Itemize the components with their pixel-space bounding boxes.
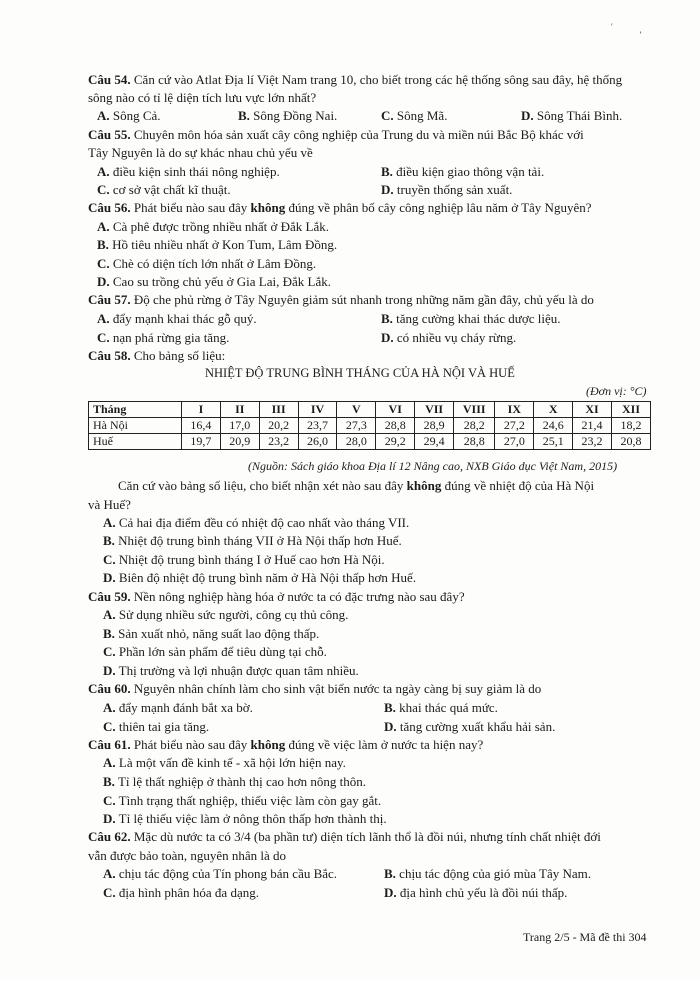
table-header-cell: VIII <box>454 402 495 418</box>
option-c: C. nạn phá rừng gia tăng. <box>97 330 230 345</box>
question-number: Câu 54. <box>88 72 131 87</box>
table-cell: 28,8 <box>376 418 415 434</box>
option-d: D. Biên độ nhiệt độ trung bình năm ở Hà Nội thấp hơn Huế. <box>103 570 417 585</box>
question-text: Cho bảng số liệu: <box>133 348 226 363</box>
option-a: A. Sử dụng nhiều sức người, công cụ thủ công. <box>103 607 349 622</box>
question-text: Độ che phủ rừng ở Tây Nguyên giảm sút nhanh trong những năm gần đây, chủ yếu là do <box>133 292 594 307</box>
option-a: A. đẩy mạnh đánh bắt xa bờ. <box>103 700 253 715</box>
option-a: A. Cả hai địa điểm đều có nhiệt độ cao nhất vào tháng VII. <box>103 515 410 530</box>
question-text: Căn cứ vào bảng số liệu, cho biết nhận xét nào sau đây không đúng về nhiệt độ của Hà Nội <box>118 478 595 493</box>
table-header-cell: X <box>534 402 573 418</box>
table-cell: 23,7 <box>298 418 337 434</box>
table-cell: 23,2 <box>259 434 298 450</box>
option-d: D. tăng cường xuất khẩu hải sản. <box>384 719 556 734</box>
option-b: B. tăng cường khai thác dược liệu. <box>381 311 561 326</box>
option-d: D. địa hình chủ yếu là đồi núi thấp. <box>384 885 568 900</box>
table-cell: 29,4 <box>415 434 454 450</box>
table-cell: 25,1 <box>534 434 573 450</box>
question-number: Câu 58. <box>88 348 131 363</box>
table-cell: 19,7 <box>182 434 221 450</box>
table-source: (Nguồn: Sách giáo khoa Địa lí 12 Nâng cao, NXB Giáo dục Việt Nam, 2015) <box>248 459 618 473</box>
question-number: Câu 55. <box>88 127 131 142</box>
option-a: A. đẩy mạnh khai thác gỗ quý. <box>97 311 257 326</box>
table-header-cell: I <box>182 402 221 418</box>
question-54 <box>88 72 622 87</box>
table-header-cell: IV <box>298 402 337 418</box>
option-b: B. Sản xuất nhỏ, năng suất lao động thấp. <box>103 626 320 641</box>
option-c: C. thiên tai gia tăng. <box>103 719 210 734</box>
question-number: Câu 56. <box>88 200 131 215</box>
table-unit: (Đơn vị: °C) <box>586 384 647 398</box>
table-cell: 17,0 <box>220 418 259 434</box>
question-text: Chuyên môn hóa sản xuất cây công nghiệp của Trung du và miền núi Bắc Bộ khác với <box>133 127 584 142</box>
table-header-row <box>89 402 651 418</box>
page-footer: Trang 2/5 - Mã đề thi 304 <box>523 930 647 944</box>
table-cell: 21,4 <box>573 418 612 434</box>
table-title: NHIỆT ĐỘ TRUNG BÌNH THÁNG CỦA HÀ NỘI VÀ HUẾ <box>205 366 515 380</box>
option-d: D. Sông Thái Bình. <box>521 108 623 123</box>
option-a: A. chịu tác động của Tín phong bán cầu Bắc. <box>103 866 338 881</box>
option-b: B. Hồ tiêu nhiều nhất ở Kon Tum, Lâm Đồng. <box>97 237 338 252</box>
question-number: Câu 57. <box>88 292 131 307</box>
question-60 <box>88 681 541 696</box>
table-cell: 28,0 <box>337 434 376 450</box>
negation-word: không <box>250 737 286 752</box>
question-61: Câu 61. Phát biểu nào sau đây không đúng về việc làm ở nước ta hiện nay? <box>88 737 484 752</box>
option-c: C. Phần lớn sản phẩm để tiêu dùng tại chỗ. <box>103 644 327 659</box>
option-a: A. Sông Cả. <box>97 108 161 123</box>
table-cell: 20,8 <box>611 434 650 450</box>
negation-word: không <box>250 200 286 215</box>
table-row-hue <box>89 434 651 450</box>
table-cell: Huế <box>89 434 182 450</box>
question-62 <box>88 829 601 844</box>
option-b: B. khai thác quá mức. <box>384 700 498 715</box>
table-cell: 18,2 <box>611 418 650 434</box>
question-58 <box>88 348 225 363</box>
question-number: Câu 62. <box>88 829 131 844</box>
table-header-cell: XII <box>611 402 650 418</box>
option-c: C. địa hình phân hóa đa dạng. <box>103 885 259 900</box>
table-cell: 29,2 <box>376 434 415 450</box>
question-text-cont: vẫn được bảo toàn, nguyên nhân là do <box>88 848 287 863</box>
question-number: Câu 60. <box>88 681 131 696</box>
question-text-cont: sông nào có tỉ lệ diện tích lưu vực lớn nhất? <box>88 90 317 105</box>
table-header-cell: III <box>259 402 298 418</box>
table-cell: 27,0 <box>495 434 534 450</box>
negation-word: không <box>406 478 442 493</box>
question-number: Câu 59. <box>88 589 131 604</box>
option-a: A. điều kiện sinh thái nông nghiệp. <box>97 164 280 179</box>
scan-mark: ʼ <box>639 30 642 40</box>
table-header-cell: XI <box>573 402 612 418</box>
question-56: Câu 56. Phát biểu nào sau đây không đúng về phân bố cây công nghiệp lâu năm ở Tây Nguyên? <box>88 200 592 215</box>
option-c: C. Tình trạng thất nghiệp, thiếu việc làm còn gay gắt. <box>103 793 382 808</box>
scan-mark: ' <box>611 22 613 32</box>
table-cell: 20,9 <box>220 434 259 450</box>
option-c: C. cơ sở vật chất kĩ thuật. <box>97 182 231 197</box>
table-header-cell: VI <box>376 402 415 418</box>
option-c: C. Chè có diện tích lớn nhất ở Lâm Đồng. <box>97 256 317 271</box>
table-cell: Hà Nội <box>89 418 182 434</box>
question-text: Nguyên nhân chính làm cho sinh vật biển nước ta ngày càng bị suy giảm là do <box>133 681 542 696</box>
question-59 <box>88 589 465 604</box>
question-text: Mặc dù nước ta có 3/4 (ba phần tư) diện tích lãnh thổ là đồi núi, nhưng tính chất nhiệt đới <box>133 829 601 844</box>
option-c: C. Sông Mã. <box>381 108 448 123</box>
table-cell: 20,2 <box>259 418 298 434</box>
table-cell: 23,2 <box>573 434 612 450</box>
option-b: B. Sông Đồng Nai. <box>238 108 338 123</box>
table-cell: 27,3 <box>337 418 376 434</box>
option-c: C. Nhiệt độ trung bình tháng I ở Huế cao hơn Hà Nội. <box>103 552 385 567</box>
question-text: Nền nông nghiệp hàng hóa ở nước ta có đặc trưng nào sau đây? <box>133 589 465 604</box>
table-header-cell: II <box>220 402 259 418</box>
option-d: D. Tỉ lệ thiếu việc làm ở nông thôn thấp hơn thành thị. <box>103 811 387 826</box>
option-d: D. truyền thống sản xuất. <box>381 182 513 197</box>
table-row-hanoi <box>89 418 651 434</box>
option-d: D. Cao su trồng chủ yếu ở Gia Lai, Đắk Lắk. <box>97 274 331 289</box>
question-text-cont: và Huế? <box>88 497 131 512</box>
option-b: B. chịu tác động của gió mùa Tây Nam. <box>384 866 591 881</box>
table-cell: 28,8 <box>454 434 495 450</box>
option-a: A. Cà phê được trồng nhiều nhất ở Đắk Lắk. <box>97 219 329 234</box>
question-55 <box>88 127 584 142</box>
option-b: B. Nhiệt độ trung bình tháng VII ở Hà Nội thấp hơn Huế. <box>103 533 402 548</box>
question-number: Câu 61. <box>88 737 131 752</box>
option-a: A. Là một vấn đề kinh tế - xã hội lớn hiện nay. <box>103 755 346 770</box>
question-57 <box>88 292 594 307</box>
option-b: B. điều kiện giao thông vận tải. <box>381 164 545 179</box>
temperature-table <box>88 401 651 450</box>
table-cell: 26,0 <box>298 434 337 450</box>
table-header-cell: Tháng <box>89 402 182 418</box>
question-text-cont: Tây Nguyên là do sự khác nhau chủ yếu về <box>88 145 313 160</box>
table-cell: 16,4 <box>182 418 221 434</box>
table-header-cell: V <box>337 402 376 418</box>
table-header-cell: VII <box>415 402 454 418</box>
option-b: B. Tỉ lệ thất nghiệp ở thành thị cao hơn nông thôn. <box>103 774 367 789</box>
table-cell: 27,2 <box>495 418 534 434</box>
option-d: D. có nhiều vụ cháy rừng. <box>381 330 517 345</box>
table-cell: 28,2 <box>454 418 495 434</box>
table-cell: 24,6 <box>534 418 573 434</box>
question-text: Căn cứ vào Atlat Địa lí Việt Nam trang 10, cho biết trong các hệ thống sông sau đây, hệ thống <box>133 72 623 87</box>
table-header-cell: IX <box>495 402 534 418</box>
option-d: D. Thị trường và lợi nhuận được quan tâm nhiều. <box>103 663 359 678</box>
table-cell: 28,9 <box>415 418 454 434</box>
